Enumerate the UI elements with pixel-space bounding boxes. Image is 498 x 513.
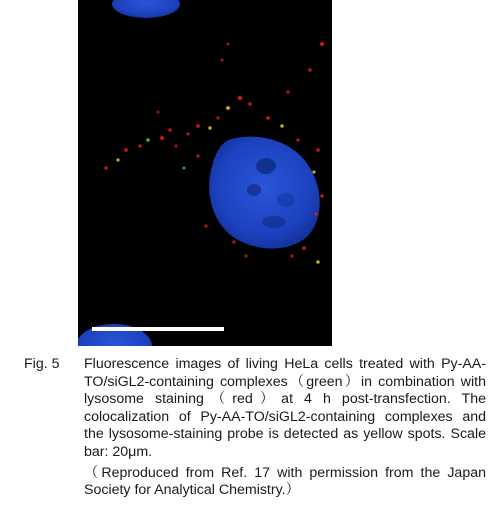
caption-text: Fluorescence images of living HeLa cells treated with Py-AA-TO/siGL2-containing complexes（green）in combination with lysosome staining（red）at 4 h post-transfection. The colocalization of Py-AA-TO/siGL2-containing complexes and the lysosome-staining probe is detected as yellow spots. Scale bar: 20μm. (84, 356, 486, 460)
figure-label: Fig. 5 (24, 356, 60, 372)
figure-caption (24, 356, 486, 500)
fluorescence-micrograph (78, 0, 332, 346)
scale-bar (92, 327, 224, 331)
caption-credit: （Reproduced from Ref. 17 with permission from the Japan Society for Analytical Chemistry.） (84, 464, 486, 499)
micrograph-image (78, 0, 332, 346)
